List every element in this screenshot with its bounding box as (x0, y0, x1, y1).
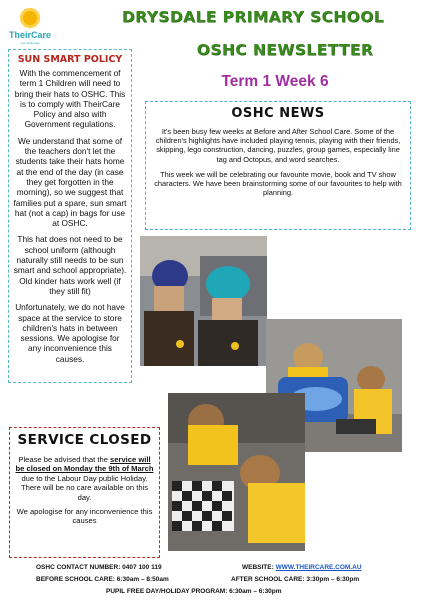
photo-children-chess (168, 393, 305, 551)
oshc-news-title: OSHC NEWS (231, 106, 325, 121)
news-paragraph: This week we will be celebrating our favourite movie, book and TV show characters. We have been brainstorming some of our favourites to help with planning. (154, 169, 402, 198)
news-paragraph: It's been busy few weeks at Before and After School Care. Some of the children's highlights have included playing tennis, playing with their friends, skipping, lego construction, dancing, puzzles, group games, especially line tag and Octopus, and word searches. (155, 127, 401, 164)
holiday-program-hours: PUPIL FREE DAY/HOLIDAY PROGRAM: 6:30am – 6:30pm (106, 588, 282, 595)
service-closed-title: SERVICE CLOSED (17, 432, 152, 448)
sun-smart-paragraph: This hat does not need to be school uniform (although naturally still needs to be sun smart and school appropriate). Old kinder hats work well (if they still fit) (13, 234, 127, 296)
sun-smart-policy-box (8, 49, 132, 383)
sun-smart-title: SUN SMART POLICY (17, 54, 123, 65)
term-week-heading: Term 1 Week 6 (221, 73, 329, 90)
theircare-logo (8, 8, 52, 50)
logo-name: TheirCare (8, 30, 52, 40)
newsletter-title: OSHC NEWSLETTER (196, 41, 374, 59)
oshc-news-box (145, 101, 411, 230)
before-school-hours: BEFORE SCHOOL CARE: 6:30am – 8:50am (36, 576, 169, 583)
logo-tagline: your child care (20, 41, 40, 45)
service-closed-apology: We apologise for any inconvenience this causes (16, 507, 153, 526)
sun-logo-icon (20, 8, 40, 28)
website-link[interactable]: WWW.THEIRCARE.COM.AU (275, 564, 362, 571)
closure-date: service will be closed on Monday the 9th of March (15, 455, 154, 474)
sun-smart-paragraph: We understand that some of the teachers don't let the students take their hats home at the end of the day (in case they get forgotten in the morning), so we suggest that families put a spare, sun smart hat (not a cap) in bags for use at OSHC. (13, 135, 127, 229)
school-title: DRYSDALE PRIMARY SCHOOL (121, 8, 385, 26)
sun-smart-paragraph: With the commencement of term 1 Children will need to bring their hats to OSHC. This is to comply with TheirCare Policy and also with Government regulations. (14, 68, 126, 130)
sun-smart-paragraph: Unfortunately, we do not have space at the service to store children's hats in between sessions. We apologise for any inconvenience this causes. (15, 302, 125, 364)
service-closed-notice: Please be advised that the service will be closed on Monday the 9th of March due to the Labour Day public Holiday. There will be no care available on this day. (15, 455, 154, 502)
photo-children-hats (140, 236, 267, 366)
service-closed-box (9, 427, 160, 558)
website-line: WEBSITE: WWW.THEIRCARE.COM.AU (242, 564, 362, 571)
after-school-hours: AFTER SCHOOL CARE: 3:30pm – 6:30pm (231, 576, 360, 583)
contact-number: OSHC CONTACT NUMBER: 0407 100 119 (36, 564, 162, 571)
